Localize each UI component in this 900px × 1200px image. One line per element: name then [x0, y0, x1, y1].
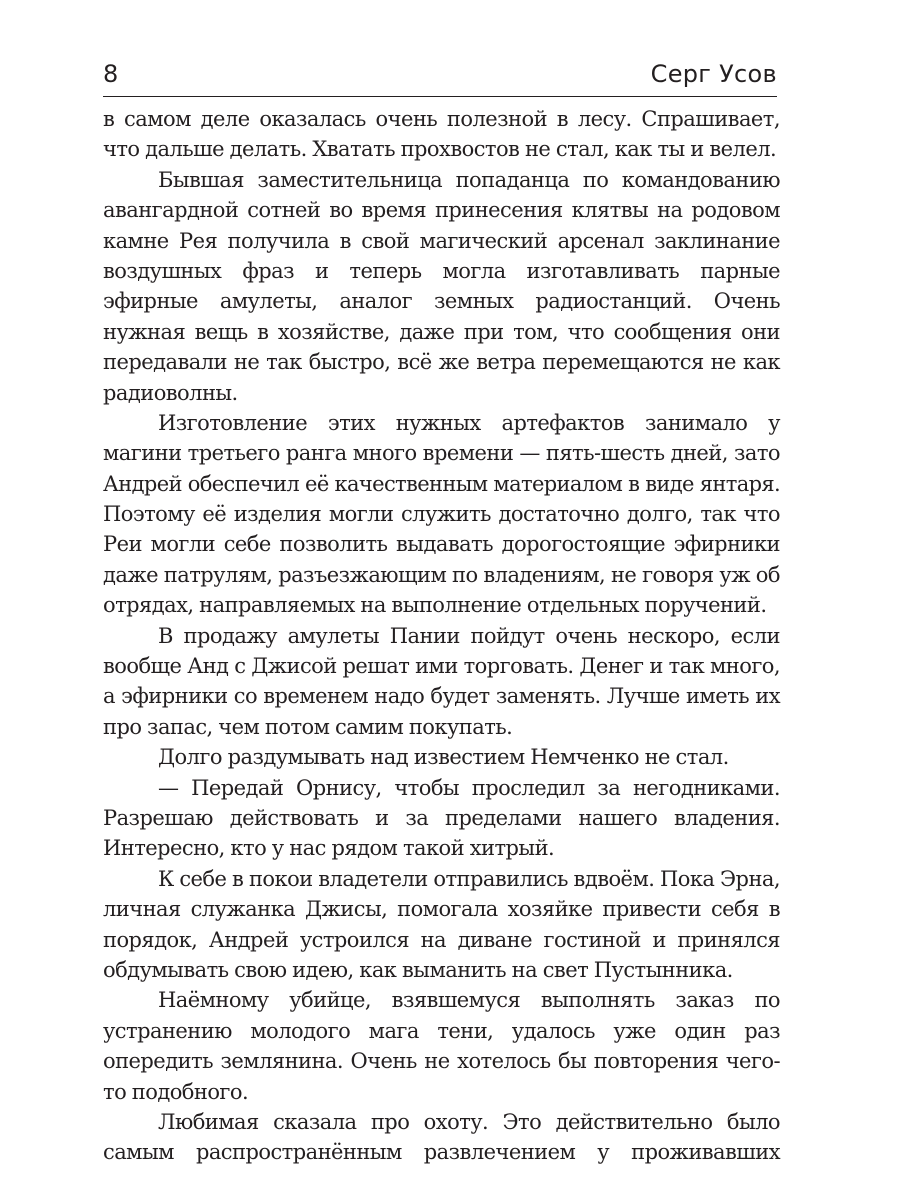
text-line: Долго раздумывать над известием Немченко не стал. — [158, 745, 729, 770]
text-line: Бывшая заместительница попаданца по командованию — [158, 167, 780, 192]
text-line: личная служанка Джисы, помогала хозяйке привести себя в — [103, 897, 780, 922]
text-line: Разрешаю действовать и за пределами нашего владения. — [103, 805, 780, 830]
text-line: В продажу амулеты Пании пойдут очень нескоро, если — [158, 623, 780, 648]
text-line: авангардной сотней во время принесения клятвы на родовом — [103, 198, 780, 223]
text-line: воздушных фраз и теперь могла изготавливать парные — [103, 258, 780, 283]
text-line: Любимая сказала про охоту. Это действительно было — [158, 1109, 780, 1134]
text-line: про запас, чем потом самим покупать. — [103, 714, 513, 739]
text-line: отрядах, направляемых на выполнение отдельных поручений. — [103, 593, 767, 618]
text-line: Изготовление этих нужных артефактов занимало у — [158, 410, 780, 435]
text-line: К себе в покои владетели отправились вдвоём. Пока Эрна, — [158, 866, 780, 891]
text-line: передавали не так быстро, всё же ветра перемещаются не как — [103, 350, 780, 375]
text-line: а эфирники со временем надо будет заменять. Лучше иметь их — [103, 684, 780, 709]
text-line: Андрей обеспечил её качественным материалом в виде янтаря. — [103, 471, 780, 496]
text-line: устранению молодого мага тени, удалось уже один раз — [103, 1018, 780, 1043]
text-line: самым распространённым развлечением у проживавших — [103, 1140, 780, 1165]
text-line: Поэтому её изделия могли служить достаточно долго, так что — [103, 502, 780, 527]
text-line: эфирные амулеты, аналог земных радиостанций. Очень — [103, 289, 780, 314]
text-line: порядок, Андрей устроился на диване гостиной и принялся — [103, 927, 780, 952]
text-line: магини третьего ранга много времени — пять-шесть дней, зато — [103, 441, 780, 466]
text-line: вообще Анд с Джисой решат ими торговать. Денег и так много, — [103, 654, 780, 679]
text-line: камне Рея получила в свой магический арсенал заклинание — [103, 228, 780, 253]
text-line: Интересно, кто у нас рядом такой хитрый. — [103, 836, 555, 861]
page-header — [103, 56, 777, 97]
text-line: нужная вещь в хозяйстве, даже при том, что сообщения они — [103, 319, 780, 344]
running-title: Серг Усов — [650, 60, 777, 88]
text-line: даже патрулям, разъезжающим по владениям, не говоря уж об — [103, 562, 780, 587]
text-line: что дальше делать. Хватать прохвостов не стал, как ты и велел. — [103, 137, 777, 162]
body-text — [103, 104, 780, 1168]
text-line: в самом деле оказалась очень полезной в лесу. Спрашивает, — [103, 107, 780, 131]
page-number: 8 — [103, 60, 119, 88]
text-line: опередить землянина. Очень не хотелось бы повторения чего- — [103, 1049, 780, 1074]
text-line: Наёмному убийце, взявшемуся выполнять заказ по — [158, 988, 780, 1013]
text-line: то подобного. — [103, 1079, 249, 1104]
text-line: обдумывать свою идею, как выманить на свет Пустынника. — [103, 957, 733, 982]
text-line: — Передай Орнису, чтобы проследил за негодниками. — [158, 775, 780, 800]
text-line: Реи могли себе позволить выдавать дорогостоящие эфирники — [103, 532, 780, 557]
text-line: радиоволны. — [103, 380, 238, 405]
